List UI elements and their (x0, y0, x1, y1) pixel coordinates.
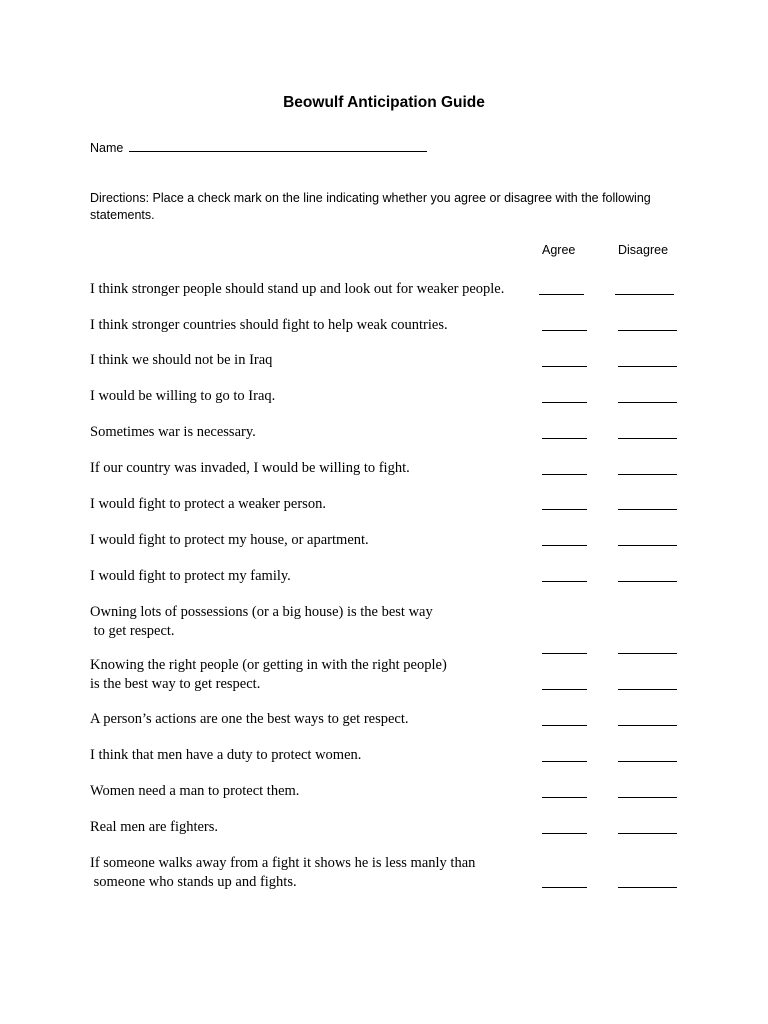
agree-answer-line[interactable] (542, 509, 587, 510)
disagree-column-header: Disagree (618, 243, 669, 257)
statement-text: I think that men have a duty to protect women. (90, 747, 362, 763)
agree-answer-line[interactable] (542, 833, 587, 834)
disagree-answer-line[interactable] (618, 797, 677, 798)
statement-text: Owning lots of possessions (or a big house) is the best way to get respect. (90, 604, 433, 639)
agree-answer-line[interactable] (539, 294, 584, 295)
disagree-answer-line[interactable] (618, 833, 677, 834)
agree-answer-line[interactable] (542, 725, 587, 726)
statement-text: I think stronger countries should fight to help weak countries. (90, 317, 448, 333)
statement-text: Sometimes war is necessary. (90, 424, 256, 440)
agree-column-header: Agree (542, 243, 576, 257)
disagree-answer-line[interactable] (618, 474, 677, 475)
disagree-answer-line[interactable] (618, 545, 677, 546)
page-title: Beowulf Anticipation Guide (283, 94, 485, 111)
name-label: Name (90, 141, 124, 155)
disagree-answer-line[interactable] (618, 653, 677, 654)
agree-answer-line[interactable] (542, 761, 587, 762)
disagree-answer-line[interactable] (618, 330, 677, 331)
disagree-answer-line[interactable] (618, 402, 677, 403)
disagree-answer-line[interactable] (618, 887, 677, 888)
agree-answer-line[interactable] (542, 887, 587, 888)
disagree-answer-line[interactable] (618, 689, 677, 690)
agree-answer-line[interactable] (542, 438, 587, 439)
statement-text: Women need a man to protect them. (90, 783, 300, 799)
agree-answer-line[interactable] (542, 797, 587, 798)
statement-text: I would fight to protect my house, or apartment. (90, 532, 369, 548)
agree-answer-line[interactable] (542, 474, 587, 475)
agree-answer-line[interactable] (542, 653, 587, 654)
agree-answer-line[interactable] (542, 689, 587, 690)
disagree-answer-line[interactable] (618, 725, 677, 726)
agree-answer-line[interactable] (542, 581, 587, 582)
disagree-answer-line[interactable] (615, 294, 674, 295)
agree-answer-line[interactable] (542, 402, 587, 403)
disagree-answer-line[interactable] (618, 366, 677, 367)
statement-text: I think we should not be in Iraq (90, 352, 273, 368)
statement-text: If someone walks away from a fight it shows he is less manly than someone who stands up and fights. (90, 855, 476, 890)
agree-answer-line[interactable] (542, 545, 587, 546)
disagree-answer-line[interactable] (618, 438, 677, 439)
agree-answer-line[interactable] (542, 330, 587, 331)
statement-text: A person’s actions are one the best ways to get respect. (90, 711, 409, 727)
statement-text: I think stronger people should stand up and look out for weaker people. (90, 281, 505, 297)
name-field[interactable] (129, 139, 427, 152)
disagree-answer-line[interactable] (618, 581, 677, 582)
statement-text: Real men are fighters. (90, 819, 219, 835)
directions-text: Directions: Place a check mark on the line indicating whether you agree or disagree with the following statements. (90, 191, 651, 222)
agree-answer-line[interactable] (542, 366, 587, 367)
disagree-answer-line[interactable] (618, 509, 677, 510)
statement-text: I would fight to protect my family. (90, 568, 291, 584)
statement-text: If our country was invaded, I would be willing to fight. (90, 460, 410, 476)
name-row (90, 139, 427, 155)
statement-text: I would be willing to go to Iraq. (90, 388, 276, 404)
statement-text: I would fight to protect a weaker person. (90, 496, 326, 512)
disagree-answer-line[interactable] (618, 761, 677, 762)
statement-text: Knowing the right people (or getting in with the right people) is the best way to get respect. (90, 657, 447, 692)
